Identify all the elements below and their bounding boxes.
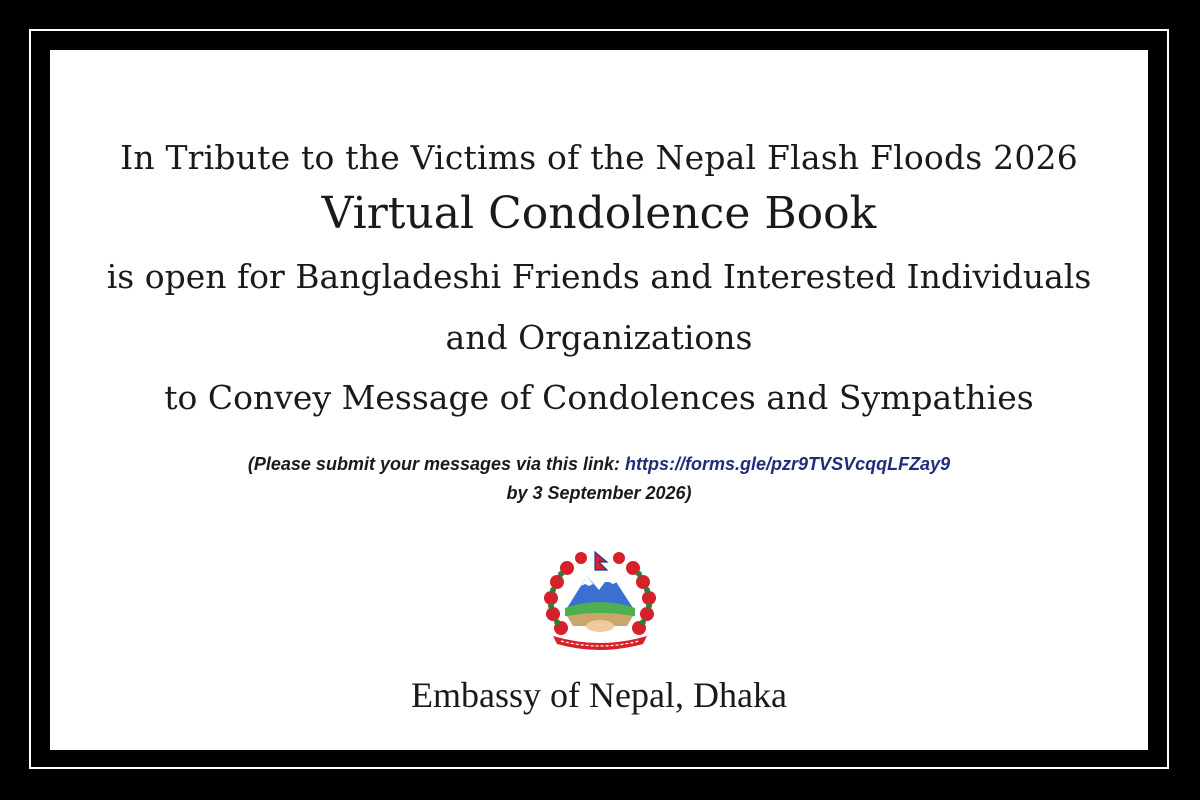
open-for-line: is open for Bangladeshi Friends and Interested Individuals xyxy=(106,257,1092,296)
nepal-coat-of-arms-icon xyxy=(537,546,663,654)
convey-line: to Convey Message of Condolences and Sympathies xyxy=(164,378,1034,417)
organizations-line: and Organizations xyxy=(445,318,753,357)
submission-link[interactable]: https://forms.gle/pzr9TVSVcqqLFZay9 xyxy=(625,454,951,474)
book-heading: Virtual Condolence Book xyxy=(321,188,877,239)
embassy-signature: Embassy of Nepal, Dhaka xyxy=(411,675,787,715)
tribute-line: In Tribute to the Victims of the Nepal Flash Floods 2026 xyxy=(120,138,1078,177)
submission-note xyxy=(50,454,1148,475)
submission-prefix: (Please submit your messages via this link: xyxy=(247,454,626,474)
condolence-notice-card xyxy=(50,50,1148,750)
submission-deadline: by 3 September 2026) xyxy=(506,483,692,503)
